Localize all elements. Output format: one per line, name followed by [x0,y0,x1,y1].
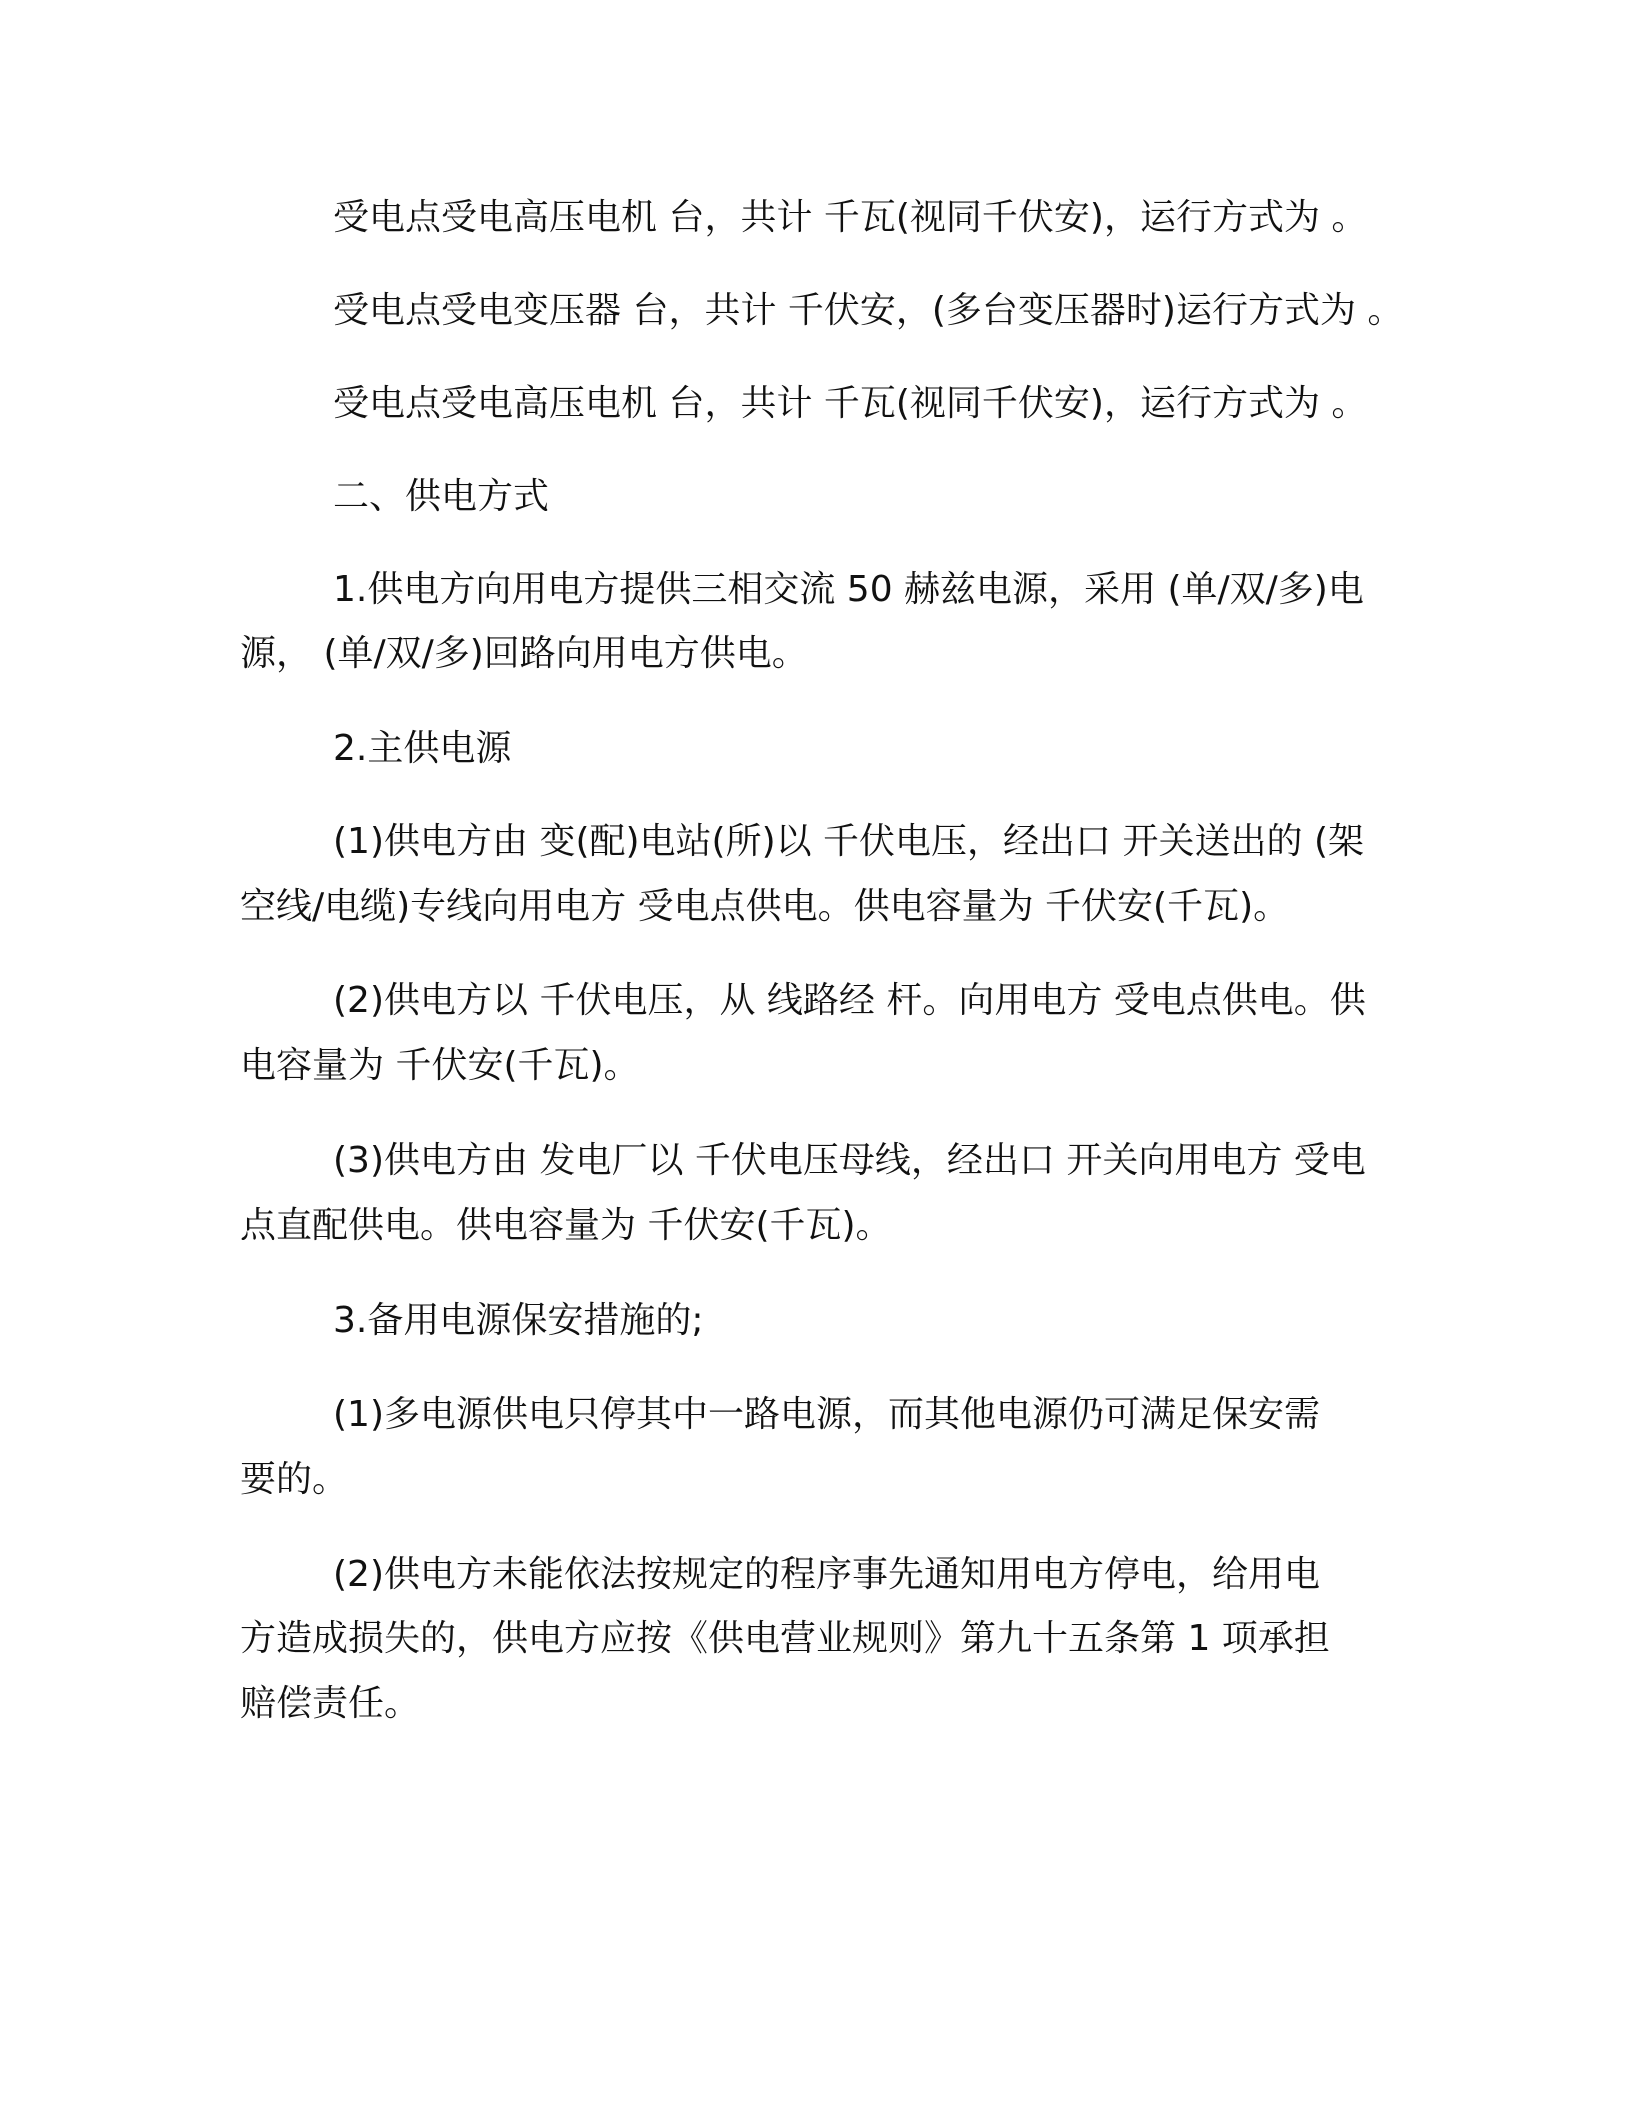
text-line: 1.供电方向用电方提供三相交流 50 赫兹电源，采用 (单/双/多)电 [333,569,1364,610]
text-line: 空线/电缆)专线向用电方 受电点供电。供电容量为 千伏安(千瓦)。 [240,886,1290,927]
text-line: (1)多电源供电只停其中一路电源，而其他电源仍可满足保安需 [333,1394,1320,1435]
text-line: 赔偿责任。 [240,1683,421,1724]
text-line: (1)供电方由 变(配)电站(所)以 千伏电压，经出口 开关送出的 (架 [333,821,1364,862]
text-line: 方造成损失的，供电方应按《供电营业规则》第九十五条第 1 项承担 [240,1618,1330,1659]
text-line: 点直配供电。供电容量为 千伏安(千瓦)。 [240,1205,892,1246]
text-line: 源， (单/双/多)回路向用电方供电。 [240,633,808,674]
text-line: 受电点受电高压电机 台，共计 千瓦(视同千伏安)，运行方式为 。 [333,197,1368,238]
text-line: 电容量为 千伏安(千瓦)。 [240,1045,640,1086]
section-heading: 二、供电方式 [333,476,550,517]
text-line: 要的。 [240,1459,349,1500]
subheading: 3.备用电源保安措施的; [333,1300,704,1341]
text-line: (2)供电方以 千伏电压，从 线路经 杆。向用电方 受电点供电。供 [333,980,1366,1021]
text-line: 受电点受电变压器 台，共计 千伏安，(多台变压器时)运行方式为 。 [333,290,1404,331]
text-line: (2)供电方未能依法按规定的程序事先通知用电方停电，给用电 [333,1554,1320,1595]
subheading: 2.主供电源 [333,728,512,769]
text-line: 受电点受电高压电机 台，共计 千瓦(视同千伏安)，运行方式为 。 [333,383,1368,424]
text-line: (3)供电方由 发电厂以 千伏电压母线，经出口 开关向用电方 受电 [333,1140,1366,1181]
